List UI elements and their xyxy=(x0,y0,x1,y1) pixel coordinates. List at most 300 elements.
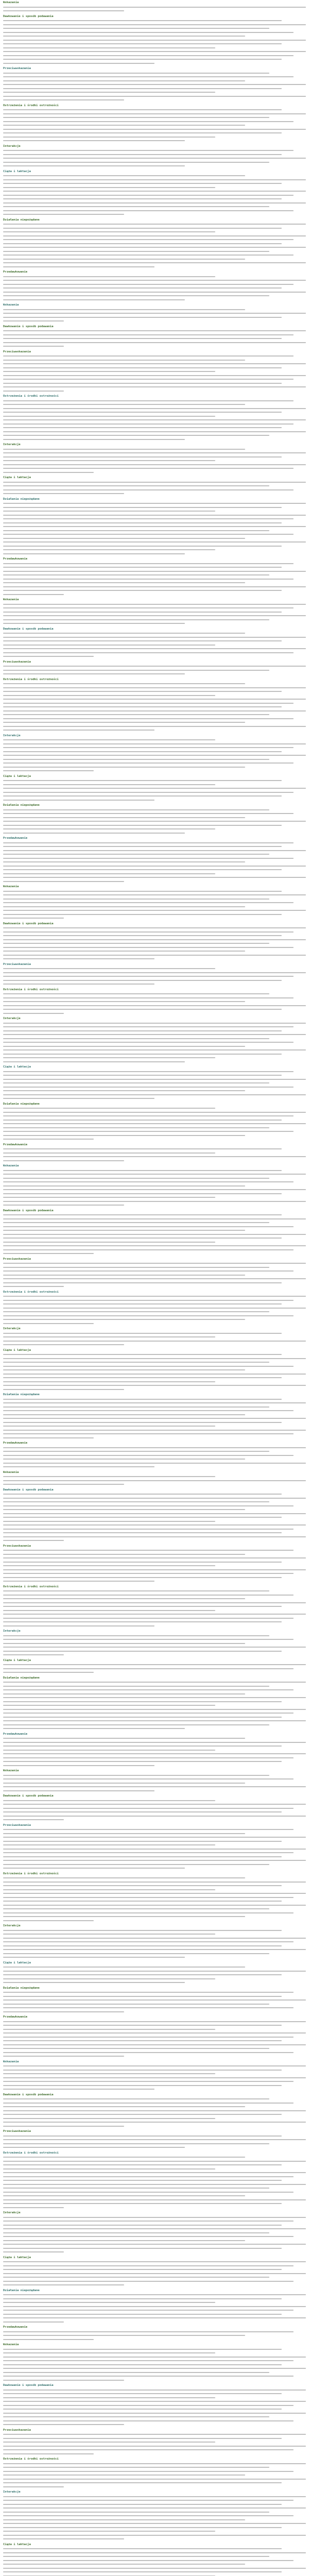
text-line xyxy=(3,778,306,783)
text-line xyxy=(3,1331,306,1335)
text-line xyxy=(3,621,306,625)
text-line xyxy=(3,1781,306,1785)
text-line xyxy=(3,1461,306,1465)
text-line xyxy=(3,1298,306,1302)
text-line xyxy=(3,585,306,589)
document-section xyxy=(3,1545,306,1583)
text-line xyxy=(3,2186,306,2190)
text-line xyxy=(3,402,306,406)
text-line xyxy=(3,1321,306,1326)
text-line xyxy=(3,697,306,701)
section-heading: Przeciwwskazania xyxy=(3,2130,31,2133)
text-line xyxy=(3,484,306,488)
text-line xyxy=(3,2198,306,2202)
text-line xyxy=(3,410,306,414)
text-line xyxy=(3,1496,306,1500)
text-line xyxy=(3,1428,306,1432)
text-line xyxy=(3,2363,306,2367)
text-line xyxy=(3,1314,306,1318)
text-line xyxy=(3,57,306,61)
text-line xyxy=(3,2574,306,2576)
text-line xyxy=(3,1110,306,1114)
text-line xyxy=(3,319,306,323)
text-line xyxy=(3,2554,306,2558)
text-line xyxy=(3,844,306,849)
text-line xyxy=(3,1907,306,1911)
text-line xyxy=(3,1616,306,1620)
text-line xyxy=(3,693,306,698)
text-line xyxy=(3,1719,306,1723)
text-line xyxy=(3,377,306,381)
text-line xyxy=(3,1653,306,1657)
text-line xyxy=(3,1409,306,1413)
text-line xyxy=(3,389,306,393)
text-line xyxy=(3,1512,306,1516)
text-line xyxy=(3,2275,306,2279)
text-line xyxy=(3,1663,306,1667)
text-line xyxy=(3,1176,306,1180)
text-line xyxy=(3,978,306,982)
text-line xyxy=(3,1040,306,1044)
text-line xyxy=(3,717,306,721)
text-line xyxy=(3,647,306,651)
text-line xyxy=(3,2297,306,2301)
text-line xyxy=(3,1244,306,1248)
text-line xyxy=(3,2159,306,2163)
document-section xyxy=(3,15,306,65)
text-line xyxy=(3,2219,306,2223)
text-line xyxy=(3,1568,306,1572)
text-line xyxy=(3,2351,306,2355)
text-line xyxy=(3,1352,306,1357)
text-line xyxy=(3,1519,306,1523)
document-section xyxy=(3,557,306,596)
section-heading: Dawkowanie i sposób podawania xyxy=(3,922,54,925)
document-section xyxy=(3,1585,306,1628)
text-line xyxy=(3,1888,306,1892)
text-line xyxy=(3,2396,306,2400)
text-line xyxy=(3,189,306,193)
section-heading: Przeciwwskazania xyxy=(3,350,31,353)
document-section xyxy=(3,1017,306,1063)
section-heading: Działania niepożądane xyxy=(3,1393,40,1396)
document-section xyxy=(3,660,306,676)
text-line xyxy=(3,761,306,765)
text-line xyxy=(3,1649,306,1653)
text-line xyxy=(3,71,306,75)
text-line xyxy=(3,205,306,209)
text-line xyxy=(3,930,306,934)
section-heading: Ciąża i laktacja xyxy=(3,774,31,778)
document-section xyxy=(3,598,306,625)
text-line xyxy=(3,602,306,606)
section-heading: Dawkowanie i sposób podawania xyxy=(3,325,54,328)
text-line xyxy=(3,5,306,9)
text-line xyxy=(3,1217,306,1221)
section-heading: Dawkowanie i sposób podawania xyxy=(3,1209,54,1212)
document-section xyxy=(3,325,306,348)
text-line xyxy=(3,290,306,294)
text-line xyxy=(3,1335,306,1339)
text-line xyxy=(3,654,306,658)
text-line xyxy=(3,1994,306,1998)
document-section xyxy=(3,145,306,168)
section-heading: Przedawkowanie xyxy=(3,1442,28,1445)
text-line xyxy=(3,1637,306,1641)
text-line xyxy=(3,193,306,197)
text-line xyxy=(3,2473,306,2477)
text-line xyxy=(3,1891,306,1895)
text-line xyxy=(3,738,306,742)
text-line xyxy=(3,841,306,845)
text-line xyxy=(3,1855,306,1859)
section-heading: Wskazania xyxy=(3,1470,19,1474)
text-line xyxy=(3,49,306,54)
text-line xyxy=(3,492,306,496)
section-heading: Wskazania xyxy=(3,303,19,307)
text-line xyxy=(3,470,306,474)
text-line xyxy=(3,1159,306,1163)
text-line xyxy=(3,2392,306,2396)
document-section xyxy=(3,775,306,802)
text-line xyxy=(3,1862,306,1867)
document-section xyxy=(3,2343,306,2382)
text-line xyxy=(3,1106,306,1110)
section-heading: Przedawkowanie xyxy=(3,557,28,561)
text-line xyxy=(3,728,306,732)
text-line xyxy=(3,1232,306,1236)
text-line xyxy=(3,115,306,120)
text-line xyxy=(3,897,306,901)
text-line xyxy=(3,689,306,693)
text-line xyxy=(3,1261,306,1265)
text-line xyxy=(3,1814,306,1818)
document-section xyxy=(3,395,306,441)
text-line xyxy=(3,1736,306,1740)
text-line xyxy=(3,358,306,362)
text-line xyxy=(3,1802,306,1806)
text-line xyxy=(3,2403,306,2408)
text-line xyxy=(3,701,306,705)
text-line xyxy=(3,1952,306,1956)
text-line xyxy=(3,1056,306,1060)
document-section xyxy=(3,1442,306,1469)
text-line xyxy=(3,1436,306,1440)
text-line xyxy=(3,2027,306,2031)
section-heading: Ostrzeżenia i środki ostrożności xyxy=(3,104,59,107)
text-line xyxy=(3,872,306,876)
text-line xyxy=(3,713,306,717)
text-line xyxy=(3,1180,306,1184)
text-line xyxy=(3,811,306,816)
text-line xyxy=(3,1360,306,1364)
section-heading: Interakcje xyxy=(3,2211,21,2214)
section-heading: Wskazania xyxy=(3,598,19,601)
text-line xyxy=(3,2260,306,2264)
text-line xyxy=(3,1424,306,1428)
text-line xyxy=(3,1029,306,1033)
text-line xyxy=(3,1680,306,1684)
text-line xyxy=(3,1696,306,1700)
text-line xyxy=(3,1294,306,1298)
document-section xyxy=(3,628,306,658)
text-line xyxy=(3,156,306,160)
text-line xyxy=(3,181,306,185)
text-line xyxy=(3,1343,306,1347)
text-line xyxy=(3,614,306,618)
text-line xyxy=(3,1752,306,1756)
text-line xyxy=(3,19,306,23)
text-line xyxy=(3,974,306,978)
text-line xyxy=(3,552,306,556)
text-line xyxy=(3,1096,306,1100)
text-line xyxy=(3,1236,306,1240)
document-section xyxy=(3,1676,306,1731)
text-line xyxy=(3,1684,306,1688)
section-heading: Przeciwwskazania xyxy=(3,1544,31,1548)
text-line xyxy=(3,1306,306,1310)
text-line xyxy=(3,1723,306,1727)
document-section xyxy=(3,2458,306,2488)
section-heading: Ostrzeżenia i środki ostrożności xyxy=(3,677,59,681)
text-line xyxy=(3,298,306,302)
text-line xyxy=(3,369,306,374)
text-line xyxy=(3,2206,306,2210)
text-line xyxy=(3,354,306,358)
text-line xyxy=(3,1604,306,1608)
text-line xyxy=(3,2272,306,2276)
document-section xyxy=(3,2093,306,2128)
text-line xyxy=(3,2023,306,2027)
text-line xyxy=(3,1835,306,1839)
text-line xyxy=(3,2448,306,2452)
text-line xyxy=(3,2283,306,2287)
text-line xyxy=(3,1060,306,1064)
section-heading: Wskazania xyxy=(3,1164,19,1167)
text-line xyxy=(3,1479,306,1483)
text-line xyxy=(3,127,306,131)
text-line xyxy=(3,282,306,286)
text-line xyxy=(3,1147,306,1151)
document-section xyxy=(3,2289,306,2324)
text-line xyxy=(3,265,306,269)
document-section xyxy=(3,476,306,496)
document-section xyxy=(3,498,306,556)
text-line xyxy=(3,286,306,290)
text-line xyxy=(3,1560,306,1564)
text-line xyxy=(3,2215,306,2219)
text-line xyxy=(3,794,306,798)
document-section xyxy=(3,1471,306,1486)
text-line xyxy=(3,87,306,91)
text-line xyxy=(3,1911,306,1915)
text-line xyxy=(3,459,306,463)
text-line xyxy=(3,222,306,226)
text-line xyxy=(3,816,306,820)
document-section xyxy=(3,2130,306,2149)
text-line xyxy=(3,2333,306,2337)
text-line xyxy=(3,336,306,341)
text-line xyxy=(3,639,306,643)
document-section xyxy=(3,1987,306,2014)
text-line xyxy=(3,2097,306,2101)
text-line xyxy=(3,1380,306,1384)
text-line xyxy=(3,1531,306,1535)
text-line xyxy=(3,437,306,442)
text-line xyxy=(3,1571,306,1575)
text-line xyxy=(3,406,306,411)
document-section xyxy=(3,104,306,143)
text-line xyxy=(3,2087,306,2091)
text-line xyxy=(3,1284,306,1289)
text-line xyxy=(3,294,306,298)
text-line xyxy=(3,2432,306,2436)
text-line xyxy=(3,1129,306,1133)
text-line xyxy=(3,668,306,672)
text-line xyxy=(3,2551,306,2555)
text-line xyxy=(3,488,306,492)
text-line xyxy=(3,245,306,249)
text-line xyxy=(3,2498,306,2502)
text-line xyxy=(3,2465,306,2469)
text-line xyxy=(3,1832,306,1836)
text-line xyxy=(3,1895,306,1900)
section-heading: Ostrzeżenia i środki ostrożności xyxy=(3,395,59,398)
text-line xyxy=(3,2355,306,2359)
text-line xyxy=(3,1240,306,1244)
text-line xyxy=(3,524,306,529)
text-line xyxy=(3,1500,306,1504)
text-line xyxy=(3,131,306,135)
text-line xyxy=(3,2514,306,2518)
text-line xyxy=(3,1884,306,1888)
text-line xyxy=(3,992,306,996)
text-line xyxy=(3,1089,306,1093)
text-line xyxy=(3,2495,306,2499)
text-line xyxy=(3,1265,306,1269)
text-line xyxy=(3,242,306,246)
document-section xyxy=(3,734,306,773)
text-line xyxy=(3,529,306,533)
text-line xyxy=(3,1818,306,1822)
text-line xyxy=(3,1858,306,1862)
document-section xyxy=(3,1349,306,1392)
text-line xyxy=(3,827,306,831)
document-section xyxy=(3,1733,306,1768)
text-line xyxy=(3,333,306,337)
section-heading: Interakcje xyxy=(3,1017,21,1020)
text-line xyxy=(3,341,306,345)
document-section xyxy=(3,837,306,883)
text-line xyxy=(3,164,306,168)
document-section xyxy=(3,1824,306,1870)
text-line xyxy=(3,1213,306,1217)
text-line xyxy=(3,1527,306,1531)
text-line xyxy=(3,2279,306,2283)
text-line xyxy=(3,2175,306,2179)
document-section xyxy=(3,1,306,13)
text-line xyxy=(3,651,306,655)
text-line xyxy=(3,422,306,426)
text-line xyxy=(3,1199,306,1204)
text-line xyxy=(3,344,306,348)
text-line xyxy=(3,509,306,513)
text-line xyxy=(3,1634,306,1638)
text-line xyxy=(3,1620,306,1624)
text-line xyxy=(3,1310,306,1314)
text-line xyxy=(3,544,306,548)
text-line xyxy=(3,1955,306,1959)
text-line xyxy=(3,1032,306,1037)
text-line xyxy=(3,1085,306,1089)
text-line xyxy=(3,90,306,94)
document-section xyxy=(3,1258,306,1289)
text-line xyxy=(3,1589,306,1593)
text-line xyxy=(3,463,306,467)
text-line xyxy=(3,1077,306,1081)
text-line xyxy=(3,1192,306,1196)
text-line xyxy=(3,2370,306,2375)
text-line xyxy=(3,1744,306,1748)
document-section xyxy=(3,1630,306,1657)
text-line xyxy=(3,581,306,585)
section-heading: Przedawkowanie xyxy=(3,2326,28,2329)
text-line xyxy=(3,1372,306,1376)
text-line xyxy=(3,2481,306,2485)
text-line xyxy=(3,2440,306,2444)
section-heading: Przedawkowanie xyxy=(3,2015,28,2019)
text-line xyxy=(3,1172,306,1176)
text-line xyxy=(3,54,306,58)
text-line xyxy=(3,1523,306,1527)
text-line xyxy=(3,1579,306,1583)
text-line xyxy=(3,1575,306,1580)
text-line xyxy=(3,1707,306,1711)
text-line xyxy=(3,1612,306,1616)
text-line xyxy=(3,1387,306,1392)
text-line xyxy=(3,1928,306,1933)
text-line xyxy=(3,540,306,544)
document-section xyxy=(3,1769,306,1792)
text-line xyxy=(3,399,306,403)
text-line xyxy=(3,2234,306,2239)
document-section xyxy=(3,350,306,393)
text-line xyxy=(3,2526,306,2530)
section-heading: Ostrzeżenia i środki ostrożności xyxy=(3,2151,59,2155)
text-line xyxy=(3,98,306,102)
text-line xyxy=(3,505,306,510)
text-line xyxy=(3,1269,306,1273)
text-line xyxy=(3,2239,306,2243)
document-section xyxy=(3,2490,306,2541)
text-line xyxy=(3,798,306,802)
section-heading: Przeciwwskazania xyxy=(3,1823,31,1827)
text-line xyxy=(3,82,306,87)
text-line xyxy=(3,1184,306,1188)
text-line xyxy=(3,643,306,647)
text-line xyxy=(3,1081,306,1085)
text-line xyxy=(3,2227,306,2231)
text-line xyxy=(3,1759,306,1764)
text-line xyxy=(3,1876,306,1880)
text-line xyxy=(3,2411,306,2415)
text-line xyxy=(3,2304,306,2309)
text-line xyxy=(3,1552,306,1556)
section-heading: Przeciwwskazania xyxy=(3,962,31,966)
text-line xyxy=(3,1413,306,1417)
text-line xyxy=(3,1641,306,1646)
text-line xyxy=(3,2083,306,2088)
